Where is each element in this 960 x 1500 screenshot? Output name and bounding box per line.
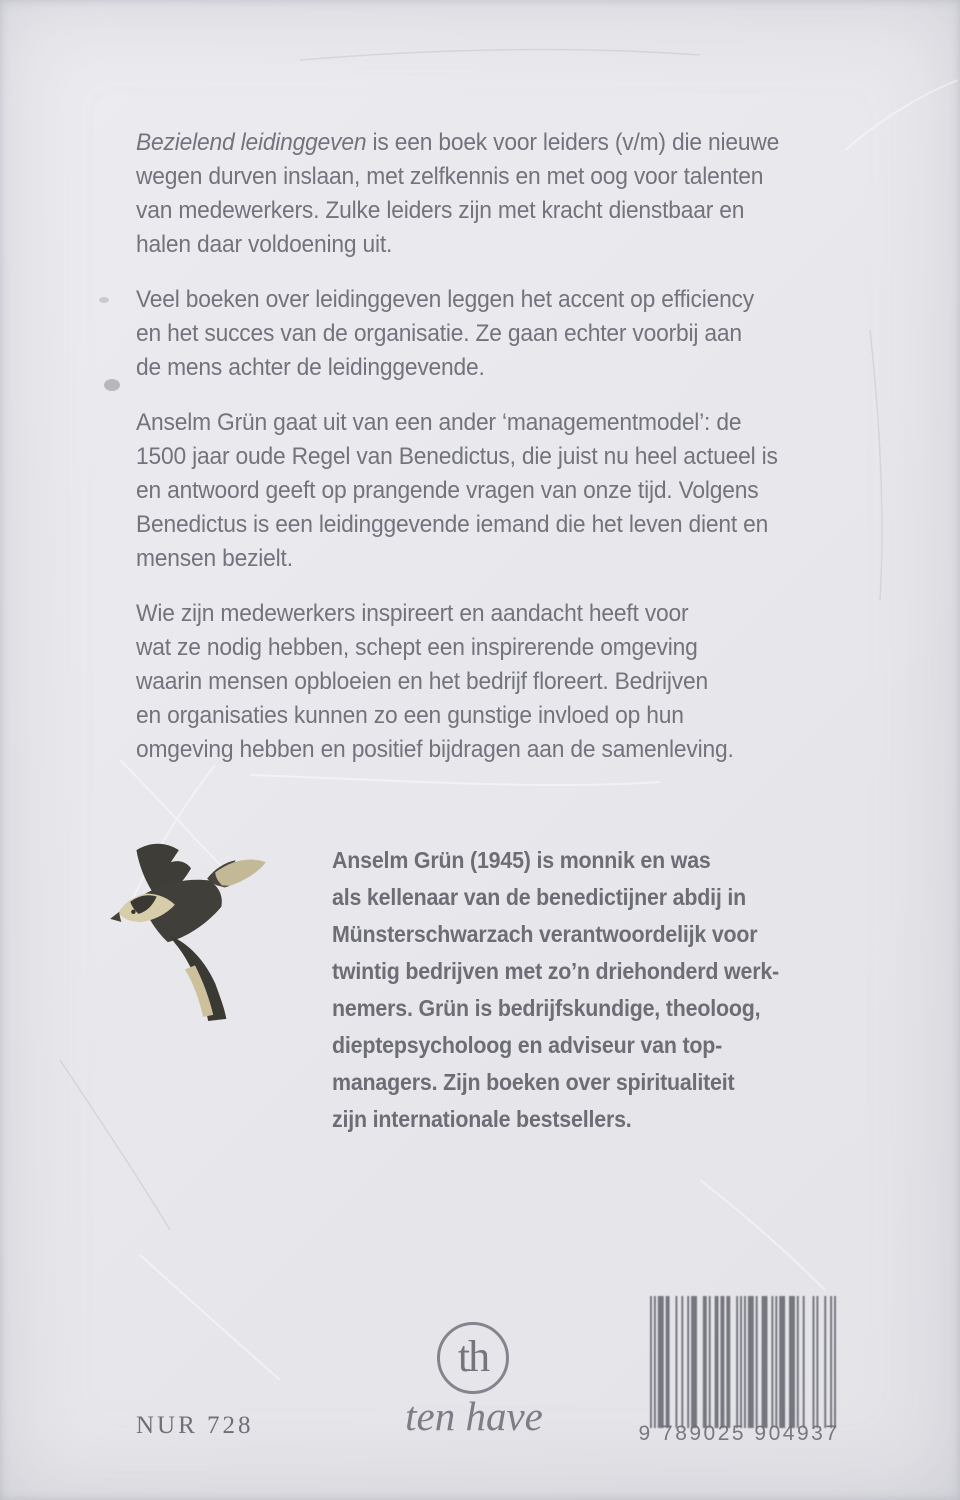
text-line: dieptepsycholoog en adviseur van top- — [332, 1032, 723, 1058]
blurb-paragraph-3 — [136, 406, 820, 576]
barcode-bar — [736, 1296, 738, 1428]
text-line: als kellenaar van de benedictijner abdij in — [332, 884, 747, 910]
barcode-bar — [775, 1296, 777, 1428]
barcode-bar — [834, 1296, 836, 1428]
text-line: Wie zijn medewerkers inspireert en aandacht heeft voor — [136, 600, 689, 627]
blurb-paragraph-4 — [136, 597, 820, 767]
text-line: en antwoord geeft op prangende vragen van onze tijd. Volgens — [136, 477, 759, 504]
barcode-bar — [675, 1296, 677, 1428]
text-line: wat ze nodig hebben, schept een inspirerende omgeving — [136, 634, 698, 661]
text-line: waarin mensen opbloeien en het bedrijf floreert. Bedrijven — [136, 668, 709, 695]
barcode-bar — [666, 1296, 670, 1428]
barcode-bar — [709, 1296, 711, 1428]
barcode-bar — [658, 1296, 664, 1428]
barcode-bar — [720, 1296, 724, 1428]
barcode-bar — [703, 1296, 707, 1428]
barcode-bar — [803, 1296, 805, 1428]
book-title-italic: Bezielend leidinggeven — [136, 129, 367, 156]
barcode-bar — [740, 1296, 742, 1428]
isbn-number: 9 789025 904937 — [638, 1422, 840, 1445]
text-line: twintig bedrijven met zo’n driehonderd werk- — [332, 958, 779, 984]
paragraph-lines — [136, 283, 820, 385]
text-line: Veel boeken over leidinggeven leggen het accent op efficiency — [136, 286, 754, 313]
barcode-bars — [650, 1296, 836, 1428]
barcode-bar — [744, 1296, 746, 1428]
barcode-bar — [779, 1296, 785, 1428]
publisher-monogram: th — [457, 1332, 489, 1381]
paragraph-lines — [136, 406, 820, 576]
text-line: van medewerkers. Zulke leiders zijn met kracht dienstbaar en — [136, 197, 745, 224]
blurb-paragraph-2 — [136, 283, 820, 385]
text-line: wegen durven inslaan, met zelfkennis en met oog voor talenten — [136, 163, 764, 190]
barcode-bar — [771, 1296, 773, 1428]
barcode-bar — [816, 1296, 818, 1428]
barcode-bar — [748, 1296, 754, 1428]
barcode-bar — [789, 1296, 795, 1428]
text-line: managers. Zijn boeken over spiritualiteit — [332, 1069, 735, 1095]
text-line: nemers. Grün is bedrijfskundige, theoloog, — [332, 995, 761, 1021]
paragraph-lines — [136, 160, 820, 262]
text-line: en organisaties kunnen zo een gunstige invloed op hun — [136, 702, 684, 729]
ean13-barcode — [650, 1296, 836, 1428]
barcode-bar — [824, 1296, 826, 1428]
flying-goose-illustration — [110, 834, 272, 1026]
bio-lines — [332, 842, 816, 1138]
barcode-bar — [687, 1296, 689, 1428]
text-line: en het succes van de organisatie. Ze gaan echter voorbij aan — [136, 320, 742, 347]
barcode-bar — [726, 1296, 730, 1428]
publisher-name: ten have — [405, 1393, 543, 1439]
barcode-bar — [650, 1296, 652, 1428]
text-line: Anselm Grün gaat uit van een ander ‘managementmodel’: de — [136, 409, 742, 436]
barcode-bar — [756, 1296, 758, 1428]
barcode-bar — [762, 1296, 768, 1428]
text-line: mensen bezielt. — [136, 545, 293, 572]
barcode-bar — [691, 1296, 697, 1428]
blurb-paragraph-1 — [136, 126, 820, 262]
text-line: omgeving hebben en positief bijdragen aan de samenleving. — [136, 736, 734, 763]
paragraph-lines — [136, 597, 820, 767]
barcode-bar — [715, 1296, 719, 1428]
text-line — [136, 129, 779, 156]
ten-have-logo-icon — [437, 1322, 509, 1394]
text-line: de mens achter de leidinggevende. — [136, 354, 485, 381]
text-line: Münsterschwarzach verantwoordelijk voor — [332, 921, 758, 947]
line-rest: is een boek voor leiders (v/m) die nieuwe — [366, 129, 780, 156]
nur-code-label: NUR 728 — [136, 1412, 254, 1439]
text-line: halen daar voldoening uit. — [136, 231, 393, 258]
barcode-bar — [830, 1296, 832, 1428]
author-bio — [332, 842, 816, 1138]
barcode-bar — [681, 1296, 683, 1428]
text-line: zijn internationale bestsellers. — [332, 1106, 632, 1132]
text-line: 1500 jaar oude Regel van Benedictus, die juist nu heel actueel is — [136, 443, 778, 470]
barcode-bar — [813, 1296, 815, 1428]
text-line: Anselm Grün (1945) is monnik en was — [332, 847, 711, 873]
barcode-bar — [654, 1296, 656, 1428]
barcode-bar — [797, 1296, 799, 1428]
back-cover-blurb — [136, 126, 820, 788]
text-line: Benedictus is een leidinggevende iemand die het leven dient en — [136, 511, 769, 538]
